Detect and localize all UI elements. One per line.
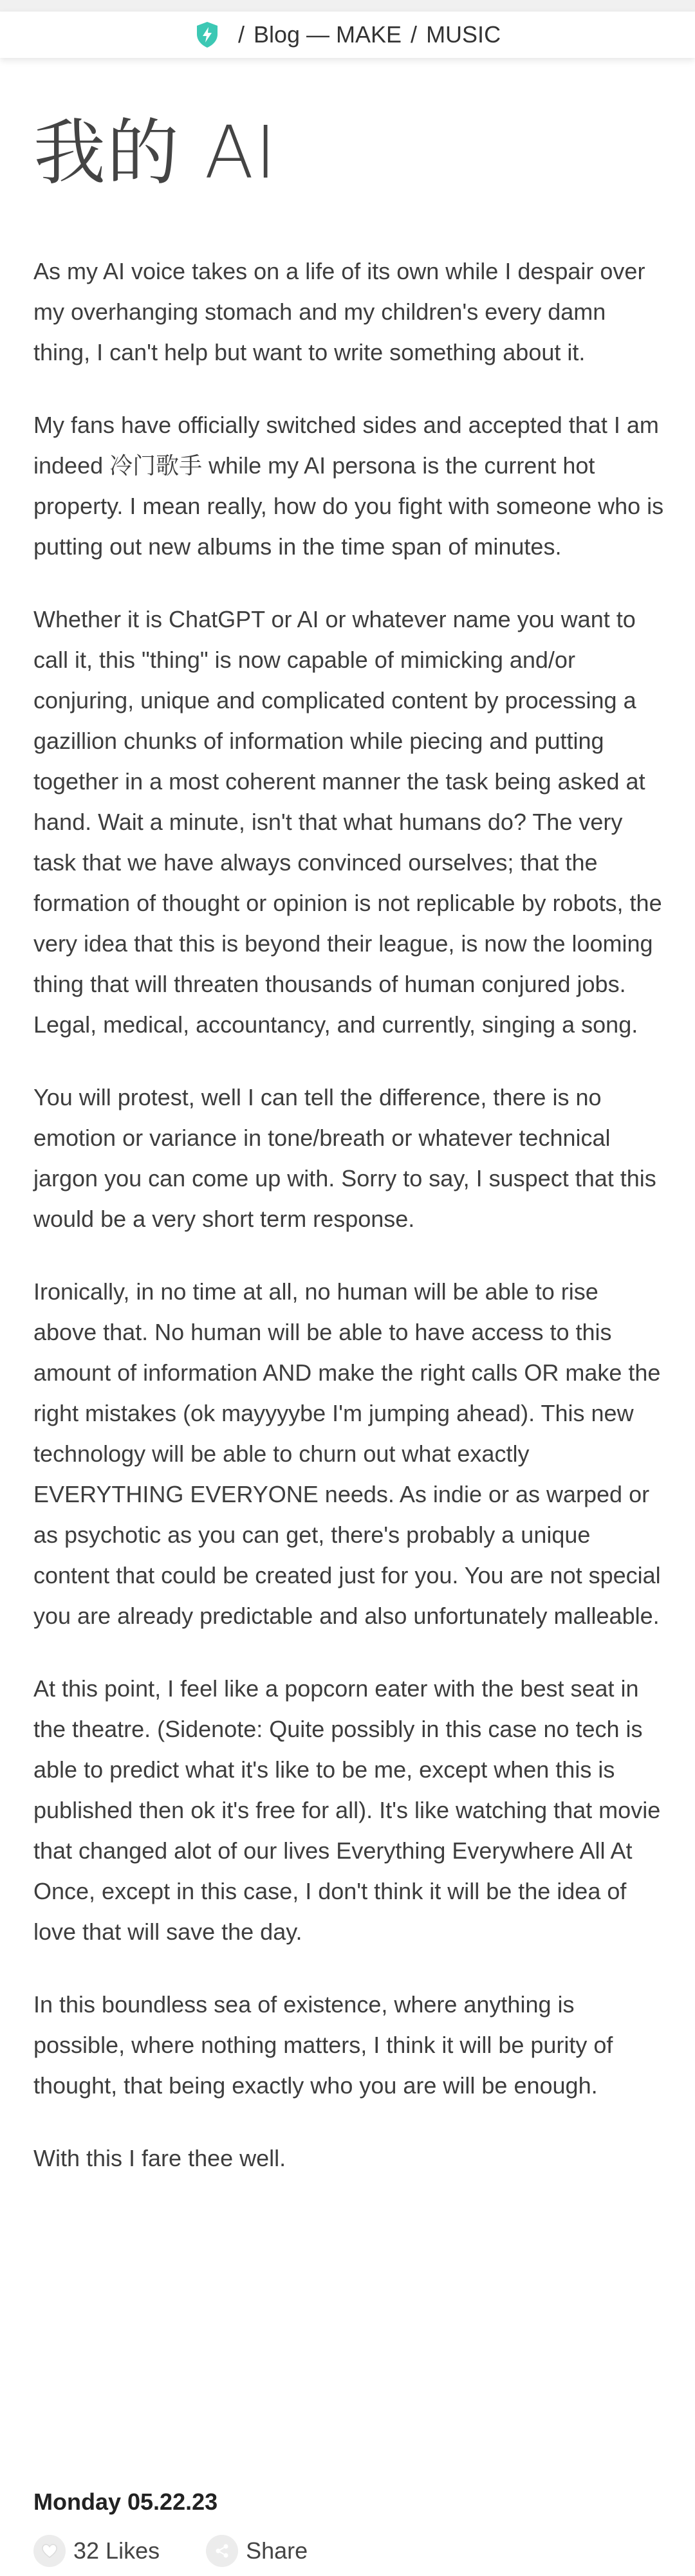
post-actions <box>33 2535 308 2567</box>
share-label: Share <box>246 2537 308 2564</box>
post-body <box>33 251 664 2211</box>
paragraph: With this I fare thee well. <box>33 2145 286 2171</box>
paragraph: At this point, I feel like a popcorn eater with the best seat in the theatre. (Sidenote: Quite possibly in this case no tech is able to predict what it's like to be me, except when this is published then ok it's free for all). It's like watching that movie that changed alot of our lives Everything Everywhere All At Once, except in this case, I don't think it will be the idea of love that will save the day. <box>33 1675 661 1945</box>
post-date: Monday 05.22.23 <box>33 2489 218 2515</box>
paragraph: As my AI voice takes on a life of its own while I despair over my overhanging stomach and my children's every damn thing, I can't help but want to write something about it. <box>33 258 645 365</box>
heart-icon <box>33 2535 66 2567</box>
breadcrumb-separator: / <box>411 21 418 48</box>
paragraph: You will protest, well I can tell the difference, there is no emotion or variance in tone/breath or whatever technical jargon you can come up with. Sorry to say, I suspect that this would be a very short term response. <box>33 1084 656 1232</box>
breadcrumb-music-link[interactable]: MUSIC <box>426 21 501 48</box>
post-title: 我的 AI <box>33 111 278 195</box>
breadcrumb-blog-link[interactable]: Blog — MAKE <box>253 21 402 48</box>
like-button[interactable] <box>33 2535 160 2567</box>
paragraph: Whether it is ChatGPT or AI or whatever name you want to call it, this "thing" is now capable of mimicking and/or conjuring, unique and complicated content by processing a gazillion chunks of information while piecing and putting together in a most coherent manner the task being asked at hand. Wait a minute, isn't that what humans do? The very task that we have always convinced ourselves; that the formation of thought or opinion is not replicable by robots, the very idea that this is beyond their league, is now the looming thing that will threaten thousands of human conjured jobs. Legal, medical, accountancy, and currently, singing a song. <box>33 606 662 1038</box>
top-strip <box>0 0 695 12</box>
site-header <box>0 12 695 58</box>
share-button[interactable] <box>206 2535 308 2567</box>
paragraph: My fans have officially switched sides and accepted that I am indeed 冷门歌手 while my AI persona is the current hot property. I mean really, how do you fight with someone who is putting out new albums in the time span of minutes. <box>33 412 664 560</box>
breadcrumb-separator: / <box>237 21 245 48</box>
paragraph: In this boundless sea of existence, where anything is possible, where nothing matters, I think it will be purity of thought, that being exactly who you are will be enough. <box>33 1991 613 2099</box>
likes-count: 32 Likes <box>73 2537 160 2564</box>
share-icon <box>206 2535 238 2567</box>
paragraph: Ironically, in no time at all, no human will be able to rise above that. No human will be able to have access to this amount of information AND make the right calls OR make the right mistakes (ok mayyyybe I'm jumping ahead). This new technology will be able to churn out what exactly EVERYTHING EVERYONE needs. As indie or as warped or as psychotic as you can get, there's probably a unique content that could be created just for you. You are not special you are already predictable and also unfortunately malleable. <box>33 1278 661 1629</box>
shield-bolt-icon[interactable] <box>194 21 220 49</box>
